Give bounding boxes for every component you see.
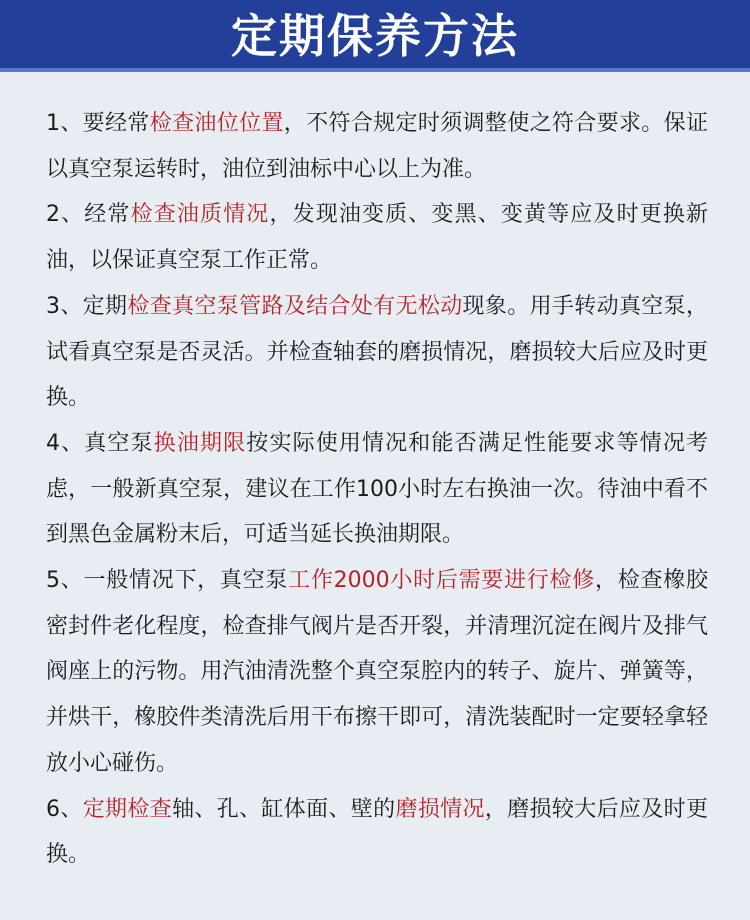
highlighted-text: 检查真空泵管路及结合处有无松动 [127,293,463,319]
maintenance-list [46,101,708,878]
body-text: ，磨损较大后应及时更换。 [46,796,708,868]
maintenance-item-2 [46,192,708,283]
body-text: 3、定期 [46,293,128,319]
body-text: 4、真空泵 [46,430,154,456]
body-text: 按实际使用情况和能否满足性能要求等情况考虑，一般新真空泵，建议在工作100小时左右换油一次。待油中看不到黑色金属粉末后，可适当延长换油期限。 [46,430,708,548]
highlighted-text: 检查油质情况 [130,202,270,228]
title-banner [0,0,750,72]
highlighted-text: 定期检查 [82,796,173,822]
body-text: 5、一般情况下，真空泵 [46,568,289,594]
highlighted-text: 换油期限 [153,430,247,456]
highlighted-text: 磨损情况 [395,796,485,822]
maintenance-item-3 [46,284,708,421]
highlighted-text: 检查油位位置 [149,111,284,136]
highlighted-text: 工作2000小时后需要进行检修 [288,568,596,594]
maintenance-item-5 [46,558,708,787]
body-text: ，检查橡胶密封件老化程度，检查排气阀片是否开裂，并清理沉淀在阀片及排气阀座上的污物。用汽油清洗整个真空泵腔内的转子、旋片、弹簧等，并烘干，橡胶件类清洗后用干布擦干即可，清洗装配时一定要轻拿轻放小心碰伤。 [46,568,708,776]
body-text: 现象。用手转动真空泵，试看真空泵是否灵活。并检查轴套的磨损情况，磨损较大后应及时更换。 [46,293,708,411]
maintenance-item-4 [46,421,708,558]
body-text: ，发现油变质、变黑、变黄等应及时更换新油，以保证真空泵工作正常。 [46,202,708,274]
body-text: 轴、孔、缸体面、壁的 [172,796,396,822]
body-text: 1、要经常 [46,111,150,136]
maintenance-item-1 [46,101,708,192]
body-text: 6、 [46,796,83,822]
page-title: 定期保养方法 [231,9,519,63]
maintenance-item-6 [46,787,708,878]
body-text: ，不符合规定时须调整使之符合要求。保证以真空泵运转时，油位到油标中心以上为准。 [46,111,708,182]
body-text: 2、经常 [46,202,131,228]
